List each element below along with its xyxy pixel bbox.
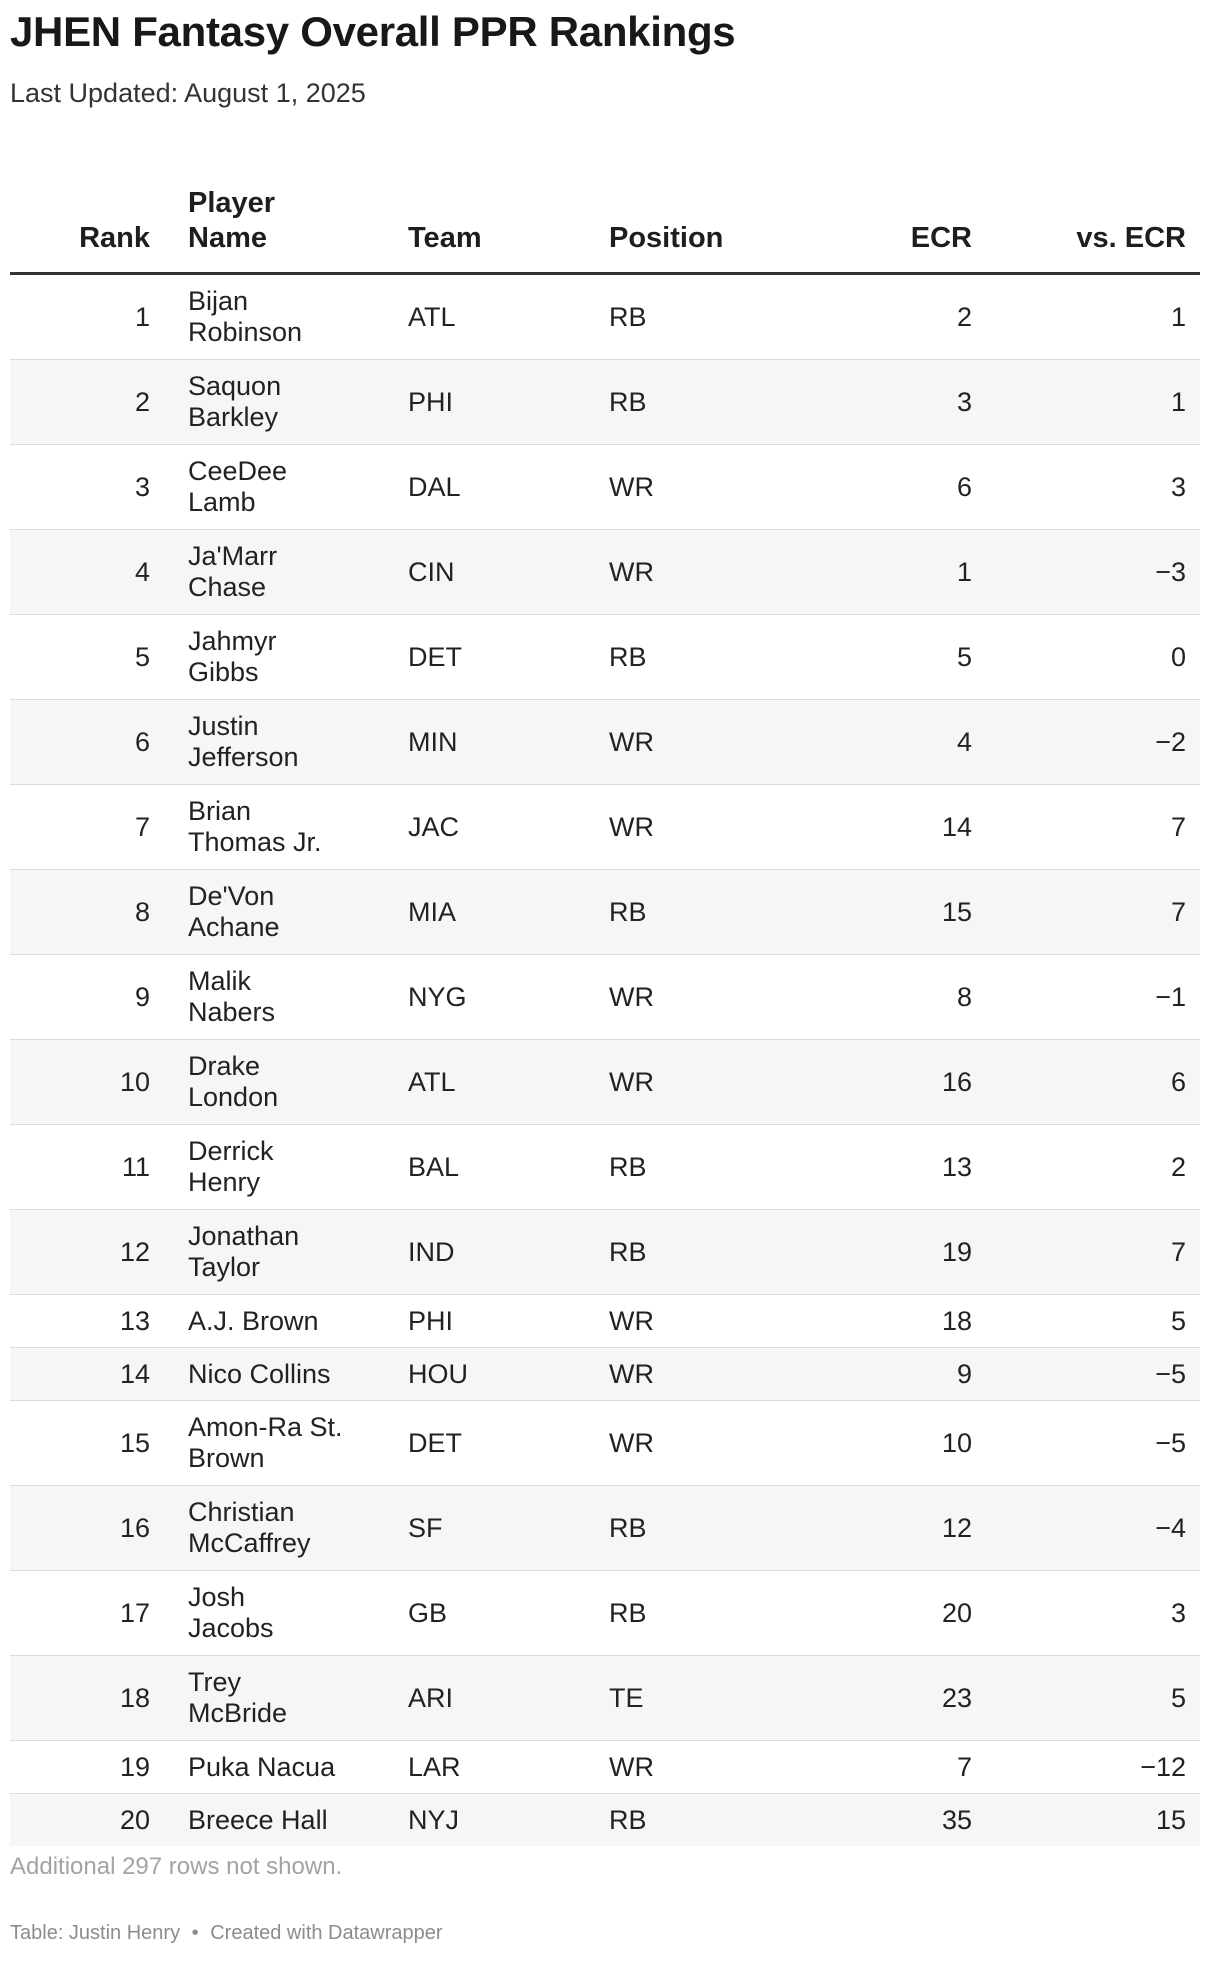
player-name-line2: McCaffrey [188, 1528, 311, 1558]
player-name-line1: Drake [188, 1051, 261, 1081]
cell-ecr: 35 [786, 1794, 986, 1847]
table-row [10, 1656, 1200, 1741]
cell-player-name [164, 1401, 384, 1486]
player-name-line2: Jacobs [188, 1613, 274, 1643]
cell-ecr: 20 [786, 1571, 986, 1656]
header-player-line2: Name [188, 222, 267, 254]
cell-rank: 8 [10, 870, 164, 955]
table-row [10, 274, 1200, 360]
player-name-line2: Chase [188, 572, 267, 602]
cell-rank: 5 [10, 615, 164, 700]
table-row [10, 1741, 1200, 1794]
header-player-name[interactable] [164, 160, 384, 274]
player-name-line2: Lamb [188, 487, 256, 517]
cell-team: HOU [384, 1348, 585, 1401]
cell-vs-ecr: −2 [986, 700, 1200, 785]
footer-credits [10, 1922, 443, 1945]
cell-team: BAL [384, 1125, 585, 1210]
header-vs-ecr[interactable]: vs. ECR [986, 160, 1200, 274]
cell-team: LAR [384, 1741, 585, 1794]
cell-position: RB [585, 1125, 786, 1210]
cell-rank: 7 [10, 785, 164, 870]
cell-rank: 9 [10, 955, 164, 1040]
header-team[interactable]: Team [384, 160, 585, 274]
player-name-line2: Thomas Jr. [188, 827, 322, 857]
cell-ecr: 16 [786, 1040, 986, 1125]
cell-player-name [164, 360, 384, 445]
cell-position: RB [585, 1486, 786, 1571]
cell-rank: 1 [10, 274, 164, 360]
cell-rank: 4 [10, 530, 164, 615]
cell-position: TE [585, 1656, 786, 1741]
cell-team: DET [384, 1401, 585, 1486]
cell-position: RB [585, 274, 786, 360]
cell-ecr: 23 [786, 1656, 986, 1741]
cell-rank: 14 [10, 1348, 164, 1401]
last-updated-subtitle: Last Updated: August 1, 2025 [10, 78, 366, 108]
cell-ecr: 3 [786, 360, 986, 445]
cell-ecr: 2 [786, 274, 986, 360]
player-name-line1: De'Von [188, 881, 275, 911]
cell-player-name [164, 1486, 384, 1571]
cell-player-name [164, 700, 384, 785]
player-name-line1: Christian [188, 1497, 295, 1527]
cell-team: IND [384, 1210, 585, 1295]
cell-vs-ecr: −12 [986, 1741, 1200, 1794]
header-ecr[interactable]: ECR [786, 160, 986, 274]
cell-team: PHI [384, 360, 585, 445]
table-row [10, 1125, 1200, 1210]
player-name-line1: Saquon [188, 371, 282, 401]
table-row [10, 1295, 1200, 1348]
cell-ecr: 14 [786, 785, 986, 870]
cell-rank: 13 [10, 1295, 164, 1348]
cell-vs-ecr: 3 [986, 1571, 1200, 1656]
player-name-line2: Jefferson [188, 742, 299, 772]
cell-ecr: 10 [786, 1401, 986, 1486]
cell-position: WR [585, 445, 786, 530]
header-rank[interactable]: Rank [10, 160, 164, 274]
player-name-line1: Ja'Marr [188, 541, 278, 571]
cell-vs-ecr: 0 [986, 615, 1200, 700]
cell-team: CIN [384, 530, 585, 615]
cell-position: RB [585, 870, 786, 955]
cell-rank: 12 [10, 1210, 164, 1295]
table-row [10, 1794, 1200, 1847]
player-name-line1: Puka Nacua [188, 1751, 336, 1782]
cell-position: RB [585, 360, 786, 445]
cell-player-name [164, 1741, 384, 1794]
player-name-line2: London [188, 1082, 279, 1112]
cell-vs-ecr: 15 [986, 1794, 1200, 1847]
cell-team: PHI [384, 1295, 585, 1348]
cell-player-name [164, 1125, 384, 1210]
cell-rank: 10 [10, 1040, 164, 1125]
cell-position: WR [585, 530, 786, 615]
cell-vs-ecr: −5 [986, 1401, 1200, 1486]
cell-player-name [164, 1348, 384, 1401]
cell-player-name [164, 1571, 384, 1656]
footer-separator: • [191, 1922, 199, 1944]
cell-player-name [164, 274, 384, 360]
table-row [10, 1210, 1200, 1295]
cell-ecr: 5 [786, 615, 986, 700]
cell-position: WR [585, 1401, 786, 1486]
cell-rank: 20 [10, 1794, 164, 1847]
cell-ecr: 18 [786, 1295, 986, 1348]
cell-vs-ecr: 5 [986, 1295, 1200, 1348]
player-name-line1: Brian [188, 796, 252, 826]
player-name-line2: Brown [188, 1443, 265, 1473]
cell-position: WR [585, 1741, 786, 1794]
cell-team: GB [384, 1571, 585, 1656]
player-name-line2: Taylor [188, 1252, 261, 1282]
player-name-line1: Amon-Ra St. [188, 1412, 343, 1442]
player-name-line1: Trey [188, 1667, 241, 1697]
cell-position: WR [585, 700, 786, 785]
header-row [10, 160, 1200, 274]
cell-team: NYG [384, 955, 585, 1040]
table-row [10, 870, 1200, 955]
cell-player-name [164, 1295, 384, 1348]
cell-vs-ecr: 5 [986, 1656, 1200, 1741]
cell-team: MIN [384, 700, 585, 785]
cell-team: DAL [384, 445, 585, 530]
cell-team: ATL [384, 1040, 585, 1125]
cell-position: WR [585, 1348, 786, 1401]
cell-rank: 15 [10, 1401, 164, 1486]
player-name-line2: Robinson [188, 317, 303, 347]
cell-vs-ecr: 3 [986, 445, 1200, 530]
cell-vs-ecr: −1 [986, 955, 1200, 1040]
cell-ecr: 1 [786, 530, 986, 615]
header-player-line1: Player [188, 187, 276, 219]
cell-ecr: 8 [786, 955, 986, 1040]
player-name-line1: Justin [188, 711, 259, 741]
cell-team: SF [384, 1486, 585, 1571]
cell-player-name [164, 785, 384, 870]
player-name-line1: Jahmyr [188, 626, 277, 656]
cell-player-name [164, 955, 384, 1040]
cell-ecr: 4 [786, 700, 986, 785]
cell-player-name [164, 445, 384, 530]
footer-source: Table: Justin Henry [10, 1922, 181, 1944]
player-name-line2: Nabers [188, 997, 276, 1027]
rankings-table [10, 160, 1200, 1846]
table-row [10, 1040, 1200, 1125]
cell-vs-ecr: 6 [986, 1040, 1200, 1125]
table-row [10, 1486, 1200, 1571]
cell-ecr: 13 [786, 1125, 986, 1210]
cell-ecr: 6 [786, 445, 986, 530]
cell-position: RB [585, 1210, 786, 1295]
cell-rank: 18 [10, 1656, 164, 1741]
cell-ecr: 9 [786, 1348, 986, 1401]
table-row [10, 700, 1200, 785]
player-name-line2: Achane [188, 912, 280, 942]
cell-vs-ecr: 2 [986, 1125, 1200, 1210]
table-row [10, 785, 1200, 870]
cell-rank: 16 [10, 1486, 164, 1571]
cell-player-name [164, 1656, 384, 1741]
player-name-line1: A.J. Brown [188, 1305, 319, 1336]
player-name-line1: Jonathan [188, 1221, 300, 1251]
player-name-line1: Derrick [188, 1136, 274, 1166]
player-name-line1: Bijan [188, 286, 249, 316]
table-row [10, 615, 1200, 700]
cell-vs-ecr: −5 [986, 1348, 1200, 1401]
cell-rank: 19 [10, 1741, 164, 1794]
footer-datawrapper-credit[interactable]: Created with Datawrapper [210, 1922, 443, 1944]
cell-position: RB [585, 615, 786, 700]
header-position[interactable]: Position [585, 160, 786, 274]
cell-vs-ecr: 1 [986, 360, 1200, 445]
cell-ecr: 12 [786, 1486, 986, 1571]
cell-vs-ecr: 7 [986, 1210, 1200, 1295]
table-row [10, 530, 1200, 615]
cell-vs-ecr: −3 [986, 530, 1200, 615]
player-name-line1: CeeDee [188, 456, 288, 486]
cell-position: RB [585, 1794, 786, 1847]
cell-vs-ecr: 7 [986, 870, 1200, 955]
player-name-line2: Barkley [188, 402, 279, 432]
cell-player-name [164, 1040, 384, 1125]
cell-team: JAC [384, 785, 585, 870]
cell-team: ARI [384, 1656, 585, 1741]
cell-ecr: 15 [786, 870, 986, 955]
cell-team: MIA [384, 870, 585, 955]
table-row [10, 1348, 1200, 1401]
cell-rank: 11 [10, 1125, 164, 1210]
cell-position: WR [585, 955, 786, 1040]
cell-vs-ecr: 7 [986, 785, 1200, 870]
player-name-line2: Gibbs [188, 657, 259, 687]
table-header [10, 160, 1200, 274]
cell-player-name [164, 1210, 384, 1295]
player-name-line2: Henry [188, 1167, 261, 1197]
cell-rank: 17 [10, 1571, 164, 1656]
cell-position: WR [585, 1040, 786, 1125]
cell-rank: 3 [10, 445, 164, 530]
cell-player-name [164, 615, 384, 700]
cell-vs-ecr: −4 [986, 1486, 1200, 1571]
table-row [10, 1571, 1200, 1656]
cell-position: WR [585, 785, 786, 870]
table-notes: Additional 297 rows not shown. [10, 1853, 343, 1880]
table-row [10, 445, 1200, 530]
cell-team: NYJ [384, 1794, 585, 1847]
cell-vs-ecr: 1 [986, 274, 1200, 360]
page-title: JHEN Fantasy Overall PPR Rankings [10, 8, 736, 55]
table-row [10, 1401, 1200, 1486]
cell-player-name [164, 870, 384, 955]
player-name-line1: Josh [188, 1582, 246, 1612]
cell-rank: 6 [10, 700, 164, 785]
player-name-line2: McBride [188, 1698, 288, 1728]
cell-rank: 2 [10, 360, 164, 445]
cell-position: WR [585, 1295, 786, 1348]
table-body [10, 274, 1200, 1847]
cell-player-name [164, 1794, 384, 1847]
cell-position: RB [585, 1571, 786, 1656]
player-name-line1: Breece Hall [188, 1804, 328, 1835]
cell-ecr: 19 [786, 1210, 986, 1295]
table-row [10, 360, 1200, 445]
cell-ecr: 7 [786, 1741, 986, 1794]
cell-team: DET [384, 615, 585, 700]
player-name-line1: Malik [188, 966, 252, 996]
table-row [10, 955, 1200, 1040]
cell-team: ATL [384, 274, 585, 360]
player-name-line1: Nico Collins [188, 1358, 331, 1389]
cell-player-name [164, 530, 384, 615]
